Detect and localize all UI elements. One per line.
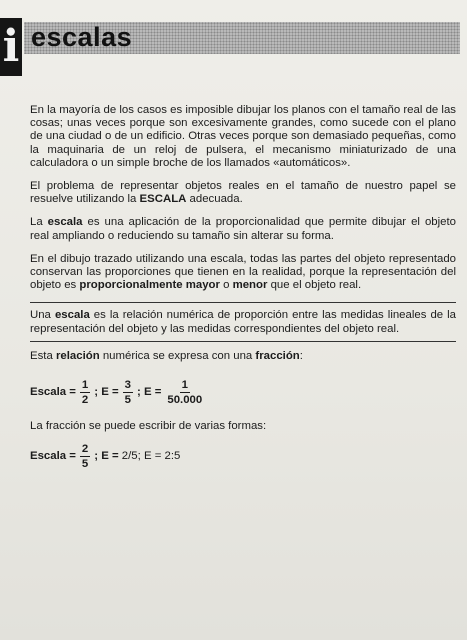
proportion-paragraph <box>30 253 456 293</box>
formula-examples-2 <box>30 443 456 470</box>
text-span: La <box>30 216 48 229</box>
text-span: que el objeto real. <box>267 279 362 292</box>
formula-label: Escala = <box>30 450 76 463</box>
fraction-2-5 <box>80 443 90 470</box>
fraction-denominator: 5 <box>124 394 131 407</box>
text-span: es una aplicación de la proporcionalidad que permite dibujar el objeto real ampliando o reduciendo su tamaño sin alterar su forma. <box>30 216 456 242</box>
fraction-numerator: 3 <box>124 379 131 392</box>
text-span: Esta <box>30 349 56 362</box>
text-span: adecuada. <box>186 193 243 206</box>
emphasis-escala-caps: ESCALA <box>139 193 187 206</box>
fraction-1-2 <box>80 379 90 406</box>
text-span: o <box>219 279 233 292</box>
fraction-numerator: 2 <box>81 443 89 456</box>
fraction-3-5 <box>123 379 133 406</box>
emphasis-menor: menor <box>232 279 268 292</box>
emphasis-escala-def: escala <box>54 309 90 322</box>
forms-paragraph: La fracción se puede escribir de varias formas: <box>30 420 267 433</box>
text-span: numérica se expresa con una <box>99 349 256 362</box>
formula-separator: ; E = <box>94 450 119 463</box>
text-span: En el dibujo trazado utilizando una escala, todas las partes del objeto representado conservan las proporciones que tienen en la realidad, porque la representación del objeto es <box>30 252 456 292</box>
definition-box <box>30 303 456 340</box>
fraction-numerator: 1 <box>81 379 89 392</box>
fraction-numerator: 1 <box>181 379 188 392</box>
text-span: Una <box>30 309 55 322</box>
fraction-denominator: 50.000 <box>167 394 203 407</box>
intro-paragraph: En la mayoría de los casos es imposible dibujar los planos con el tamaño real de las cosas; unas veces porque son excesivamente grandes, como sucede con el plano de una ciudad o de un edificio. Otras veces porque son demasiado pequeñas, como la maquinaria de un reloj de pulsera, el mecanismo miniaturizado de una calculadora o un simple broche de los llamados «automáticos». <box>30 104 456 169</box>
formula-alternatives: 2/5; E = 2:5 <box>118 450 181 463</box>
info-icon: i <box>0 18 22 76</box>
fraction-1-50000 <box>165 379 204 406</box>
text-span: es la relación numérica de proporción entre las medidas lineales de la representación del objeto y las medidas correspondientes del objeto real. <box>30 309 457 335</box>
text-span: : <box>299 349 303 362</box>
formula-examples-1 <box>30 379 456 406</box>
formula-separator: ; E = <box>136 385 162 398</box>
emphasis-relacion: relación <box>55 349 100 362</box>
emphasis-fraccion: fracción <box>255 349 300 362</box>
emphasis-escala: escala <box>47 216 83 229</box>
body-content <box>30 104 456 470</box>
fraction-denominator: 5 <box>81 458 89 471</box>
problem-paragraph <box>30 180 456 206</box>
fraction-denominator: 2 <box>81 394 89 407</box>
emphasis-mayor: proporcionalmente mayor <box>79 279 220 292</box>
text-span: El problema de representar objetos reales en el tamaño de nuestro papel se resuelve utilizando la <box>30 180 456 206</box>
formula-label: Escala = <box>30 385 76 398</box>
escala-paragraph <box>30 216 456 242</box>
section-title: escalas <box>31 22 133 52</box>
formula-separator: ; E = <box>94 385 119 398</box>
relation-paragraph <box>30 350 456 363</box>
divider-bottom <box>30 341 456 342</box>
